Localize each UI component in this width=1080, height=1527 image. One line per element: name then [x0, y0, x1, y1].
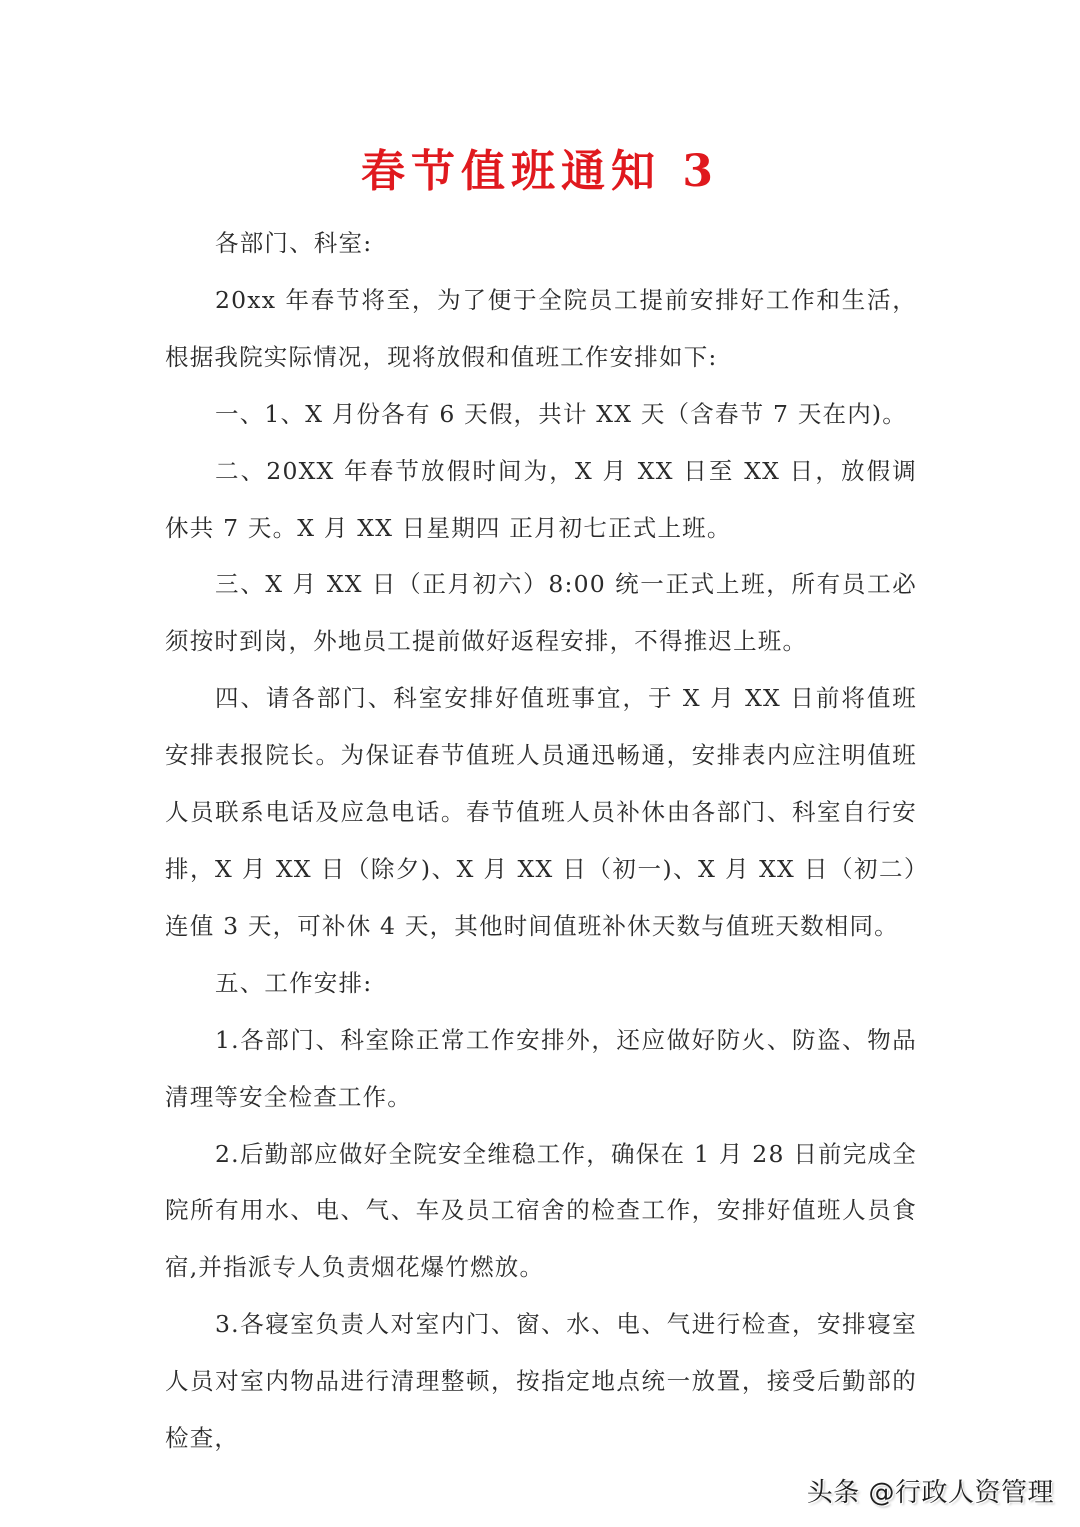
- document-body: [165, 215, 917, 1467]
- paragraph-item-3: 三、X 月 XX 日（正月初六）8:00 统一正式上班，所有员工必须按时到岗，外地员工提前做好返程安排，不得推迟上班。: [165, 570, 917, 656]
- paragraph-work-1: 1.各部门、科室除正常工作安排外，还应做好防火、防盗、物品清理等安全检查工作。: [165, 1025, 917, 1111]
- document-title: 春节值班通知 3: [361, 146, 719, 197]
- section-heading-work-arrangement: 五、工作安排:: [215, 968, 373, 997]
- paragraph-item-1: 一、1、X 月份各有 6 天假，共计 XX 天（含春节 7 天在内)。: [215, 399, 908, 428]
- paragraph-item-2: 二、20XX 年春节放假时间为，X 月 XX 日至 XX 日，放假调休共 7 天。X 月 XX 日星期四 正月初七正式上班。: [165, 456, 917, 542]
- watermark: 头条 @行政人资管理: [806, 1478, 1054, 1508]
- paragraph-item-4: 四、请各部门、科室安排好值班事宜，于 X 月 XX 日前将值班安排表报院长。为保证春节值班人员通迅畅通，安排表内应注明值班人员联系电话及应急电话。春节值班人员补休由各部门、科室自行安排，X 月 XX 日（除夕)、X 月 XX 日（初一)、X 月 XX 日（初二）连值 3 天，可补休 4 天，其他时间值班补休天数与值班天数相同。: [165, 684, 917, 940]
- paragraph-intro: 20xx 年春节将至，为了便于全院员工提前安排好工作和生活，根据我院实际情况，现将放假和值班工作安排如下:: [165, 285, 917, 371]
- paragraph-work-3: 3.各寝室负责人对室内门、窗、水、电、气进行检查，安排寝室人员对室内物品进行清理整顿，按指定地点统一放置，接受后勤部的检查，: [165, 1310, 917, 1453]
- paragraph-work-2: 2.后勤部应做好全院安全维稳工作，确保在 1 月 28 日前完成全院所有用水、电、气、车及员工宿舍的检查工作，安排好值班人员食宿,并指派专人负责烟花爆竹燃放。: [165, 1139, 917, 1282]
- salutation: 各部门、科室:: [215, 229, 373, 257]
